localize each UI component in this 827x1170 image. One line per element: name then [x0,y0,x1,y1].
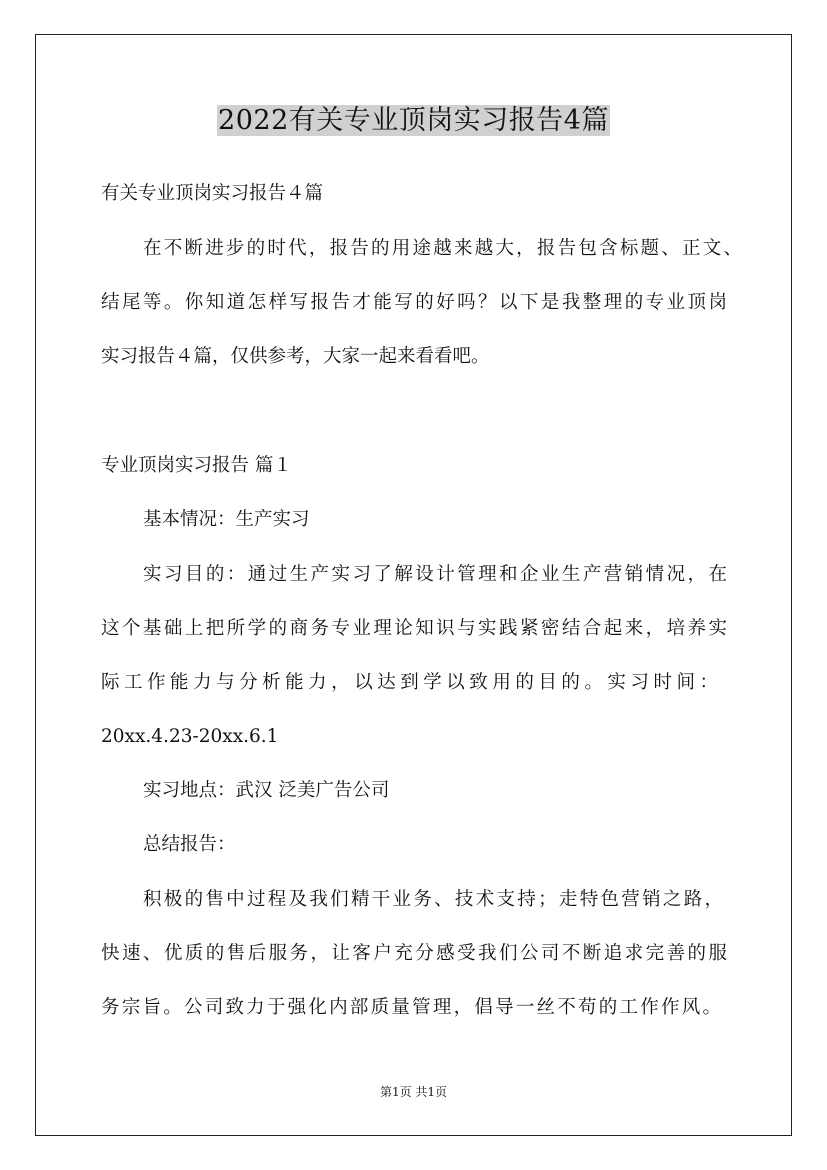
basic-info-line: 基本情况：生产实习 [143,509,310,530]
page-footer: 第1页 共1页 [379,1085,448,1099]
summary-line-3: 务宗旨。公司致力于强化内部质量管理，倡导一丝不苟的工作作风。 [101,997,721,1018]
summary-line-1: 积极的售中过程及我们精干业务、技术支持；走特色营销之路， [143,889,723,910]
location-line: 实习地点：武汉 泛美广告公司 [143,780,390,801]
intro-line-2: 结尾等。你知道怎样写报告才能写的好吗？以下是我整理的专业顶岗 [101,292,727,313]
subtitle-line: 有关专业顶岗实习报告４篇 [101,183,324,204]
section-heading: 专业顶岗实习报告 篇１ [101,455,292,476]
intro-line-3: 实习报告４篇，仅供参考，大家一起来看看吧。 [101,346,490,367]
internship-dates: 20xx.4.23-20xx.6.1 [101,726,279,747]
document-title [0,101,827,141]
purpose-line-1: 实习目的：通过生产实习了解设计管理和企业生产营销情况，在 [143,564,727,585]
summary-heading: 总结报告： [143,834,236,855]
intro-line-1: 在不断进步的时代，报告的用途越来越大，报告包含标题、正文、 [143,238,742,259]
purpose-line-3: 际工作能力与分析能力，以达到学以致用的目的。实习时间： [101,672,718,693]
purpose-line-2: 这个基础上把所学的商务专业理论知识与实践紧密结合起来，培养实 [101,618,727,639]
summary-line-2: 快速、优质的售后服务，让客户充分感受我们公司不断追求完善的服 [101,943,727,964]
document-title-text: 2022有关专业顶岗实习报告4篇 [218,105,609,136]
